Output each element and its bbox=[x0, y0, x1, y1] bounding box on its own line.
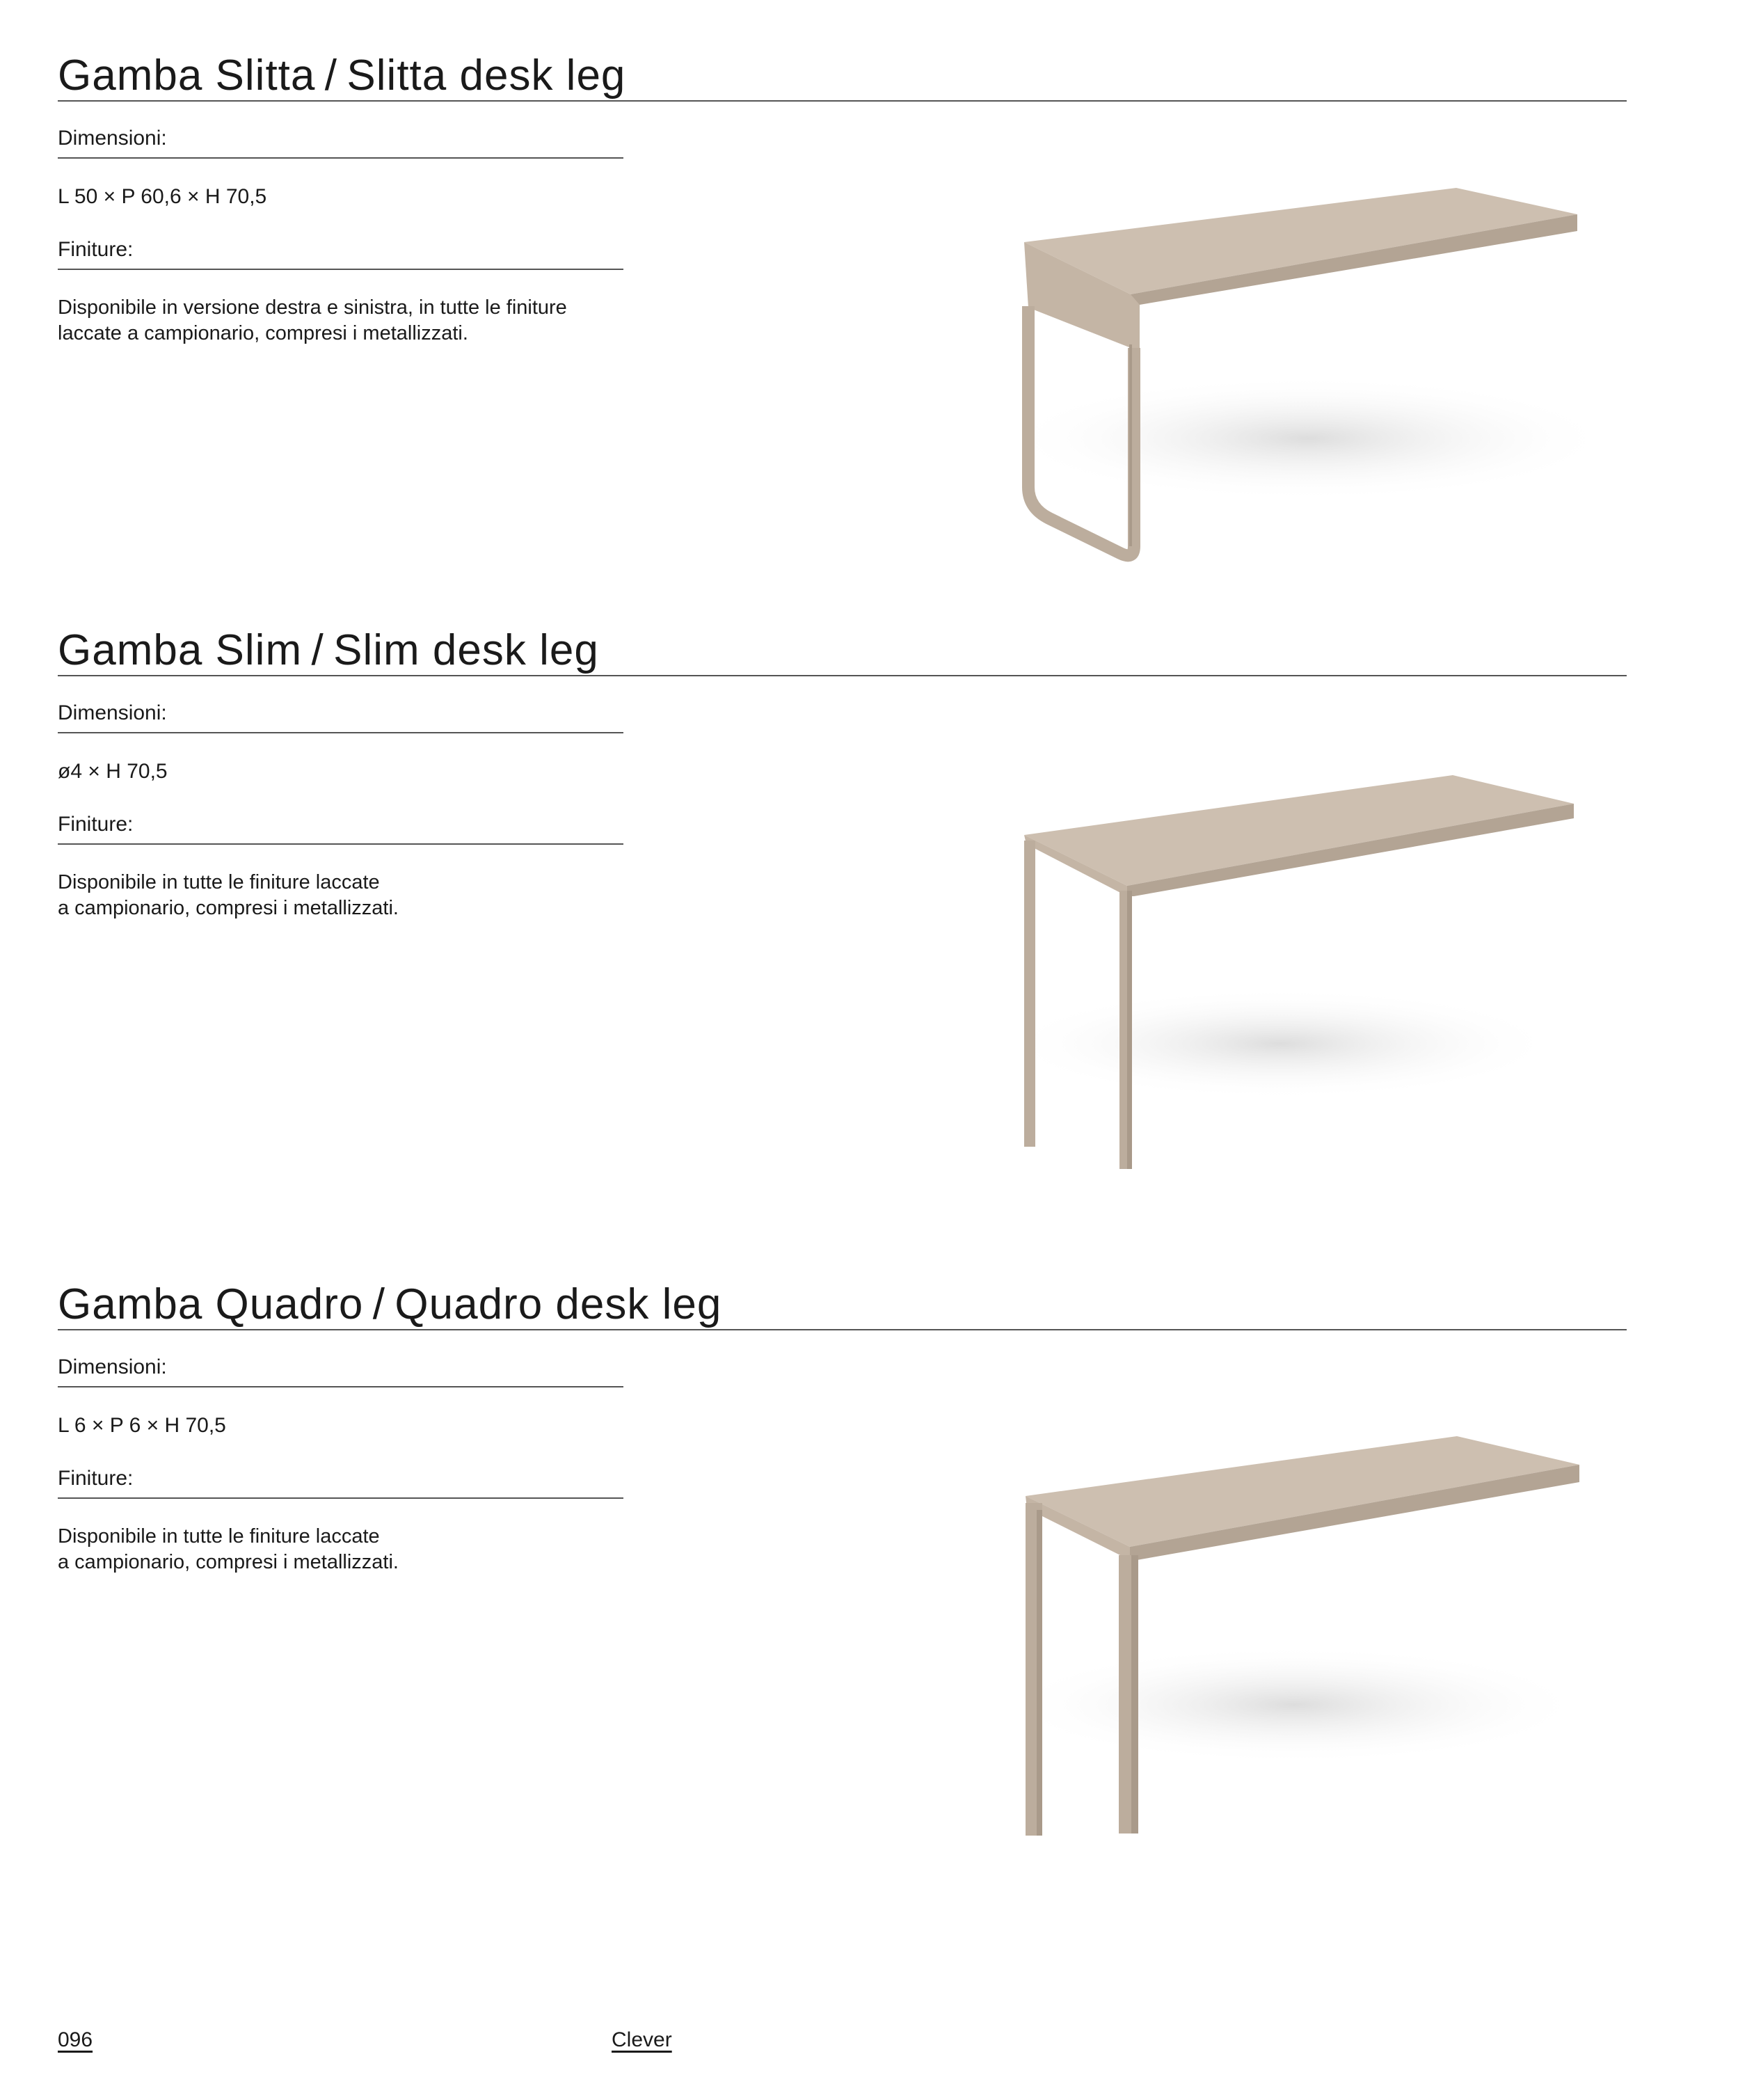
section-title: Gamba Slitta / Slitta desk leg bbox=[58, 51, 626, 100]
slim-desk-image bbox=[988, 751, 1614, 1169]
finishes-line: Disponibile in versione destra e sinistra, in tutte le finiture bbox=[58, 296, 567, 319]
brand-name: Clever bbox=[612, 2028, 672, 2051]
desk-leg-shade bbox=[1131, 1555, 1138, 1833]
finishes-line: a campionario, compresi i metallizzati. bbox=[58, 1551, 399, 1573]
finishes-line: Disponibile in tutte le finiture laccate bbox=[58, 871, 380, 893]
finishes-divider bbox=[58, 843, 623, 845]
title-divider bbox=[58, 1329, 1627, 1330]
title-divider bbox=[58, 100, 1627, 102]
shadow bbox=[1002, 988, 1558, 1099]
finishes-line: a campionario, compresi i metallizzati. bbox=[58, 897, 399, 919]
shadow bbox=[1002, 376, 1614, 501]
shadow bbox=[1002, 1646, 1586, 1764]
quadro-desk-image bbox=[988, 1413, 1614, 1844]
finishes-label: Finiture: bbox=[58, 813, 134, 836]
finishes-description bbox=[58, 295, 656, 347]
desk-leg-shade bbox=[1127, 891, 1132, 1169]
dimensions-divider bbox=[58, 732, 623, 733]
finishes-description bbox=[58, 870, 656, 921]
desk-leg bbox=[1024, 841, 1035, 1147]
page-number: 096 bbox=[58, 2028, 93, 2051]
desk-leg-shade bbox=[1037, 1510, 1042, 1836]
finishes-label: Finiture: bbox=[58, 1467, 134, 1490]
finishes-line: laccate a campionario, compresi i metallizzati. bbox=[58, 322, 468, 344]
dimensions-label: Dimensioni: bbox=[58, 1355, 167, 1378]
finishes-line: Disponibile in tutte le finiture laccate bbox=[58, 1525, 380, 1548]
section-title: Gamba Slim / Slim desk leg bbox=[58, 626, 599, 674]
finishes-description bbox=[58, 1524, 656, 1575]
dimensions-value: L 6 × P 6 × H 70,5 bbox=[58, 1414, 226, 1437]
section-title: Gamba Quadro / Quadro desk leg bbox=[58, 1280, 722, 1328]
finishes-divider bbox=[58, 269, 623, 270]
dimensions-value: L 50 × P 60,6 × H 70,5 bbox=[58, 185, 267, 208]
dimensions-label: Dimensioni: bbox=[58, 127, 167, 150]
title-divider bbox=[58, 675, 1627, 676]
slitta-desk-image bbox=[988, 167, 1614, 584]
finishes-divider bbox=[58, 1497, 623, 1499]
dimensions-divider bbox=[58, 1386, 623, 1387]
dimensions-value: ø4 × H 70,5 bbox=[58, 760, 168, 783]
finishes-label: Finiture: bbox=[58, 238, 134, 261]
dimensions-label: Dimensioni: bbox=[58, 701, 167, 724]
dimensions-divider bbox=[58, 157, 623, 159]
